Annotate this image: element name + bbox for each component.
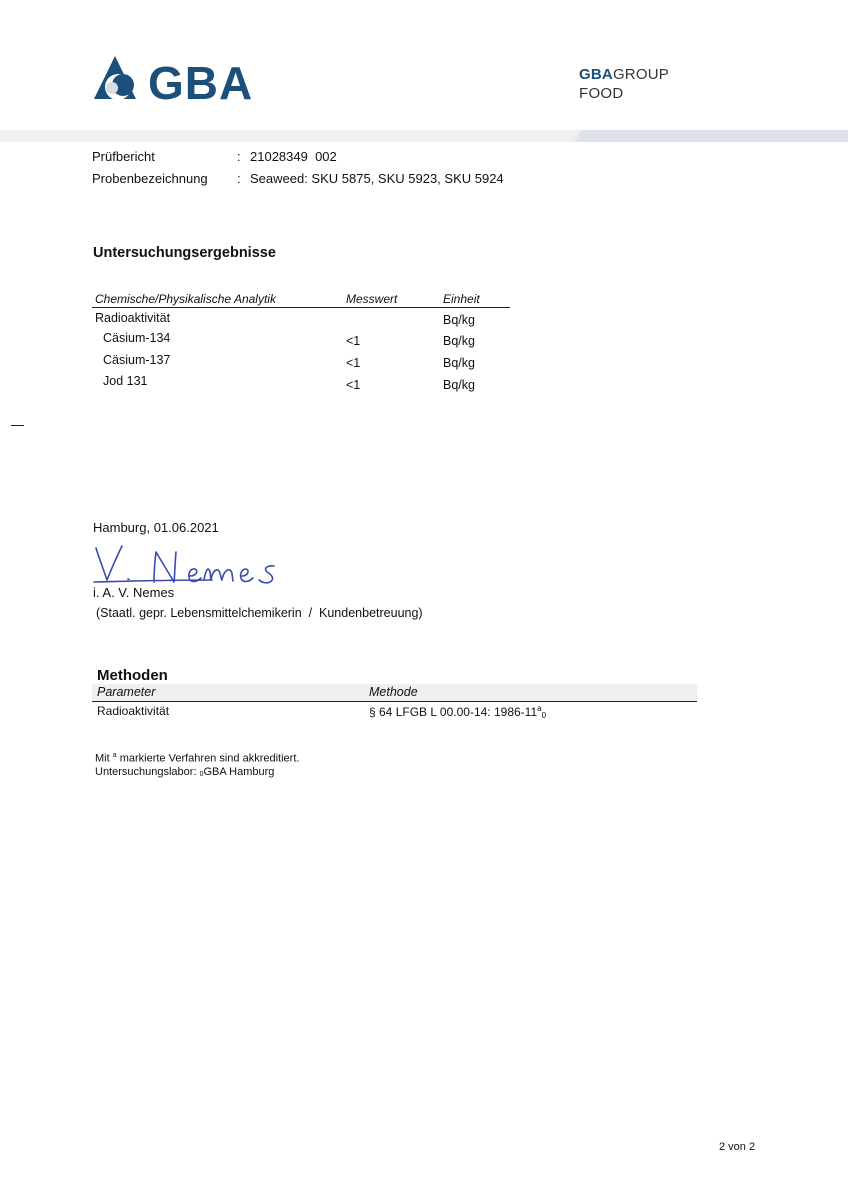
group-name: GBAGROUP (579, 66, 669, 83)
page-number: 2 von 2 (719, 1141, 756, 1153)
sample-colon: : (237, 171, 241, 186)
accreditation-note: Mit $^a$ markierte Verfahren sind akkreditiert. (95, 752, 300, 765)
laboratory-note: Untersuchungslabor: $_0$GBA Hamburg (95, 766, 275, 778)
sample-value: Seaweed: SKU 5875, SKU 5923, SKU 5924 (250, 171, 504, 186)
handwritten-signature (92, 540, 287, 590)
division-name: FOOD (579, 85, 624, 102)
result-group-name: Radioaktivität (95, 311, 171, 325)
result-unit: Bq/kg (443, 334, 475, 348)
signer-name: i. A. V. Nemes (93, 585, 175, 600)
result-name: Cäsium-134 (103, 331, 171, 345)
fold-mark (11, 425, 24, 426)
result-name: Jod 131 (103, 374, 148, 388)
report-number-colon: : (237, 149, 241, 164)
column-header-unit: Einheit (443, 292, 480, 306)
column-header-value: Messwert (346, 292, 398, 306)
header-banner (0, 130, 848, 142)
method-reference: § 64 LFGB L 00.00-14: $1986-11^a_0$ (369, 704, 547, 720)
result-unit: Bq/kg (443, 378, 475, 392)
result-group-unit: Bq/kg (443, 313, 475, 327)
report-number-value: 21028349 002 (250, 149, 337, 164)
table-header-rule (92, 307, 510, 308)
methods-column-method: Methode (369, 685, 418, 699)
result-name: Cäsium-137 (103, 353, 171, 367)
result-value: <1 (346, 356, 361, 370)
place-date: Hamburg, 01.06.2021 (93, 520, 219, 535)
signer-role: (Staatl. gepr. Lebensmittelchemikerin / Kundenbetreuung) (96, 606, 423, 620)
results-heading: Untersuchungsergebnisse (93, 245, 276, 261)
result-value: <1 (346, 334, 361, 348)
gba-logo (92, 54, 267, 102)
methods-heading: Methoden (97, 667, 168, 684)
sample-label: Probenbezeichnung (92, 171, 208, 186)
methods-column-parameter: Parameter (97, 685, 156, 699)
result-value: <1 (346, 378, 361, 392)
column-header-analysis: Chemische/Physikalische Analytik (95, 292, 276, 306)
report-number-label: Prüfbericht (92, 149, 155, 164)
method-parameter: Radioaktivität (97, 704, 170, 718)
svg-text:GBA: GBA (148, 57, 254, 102)
result-unit: Bq/kg (443, 356, 475, 370)
methods-header-rule (92, 701, 697, 702)
